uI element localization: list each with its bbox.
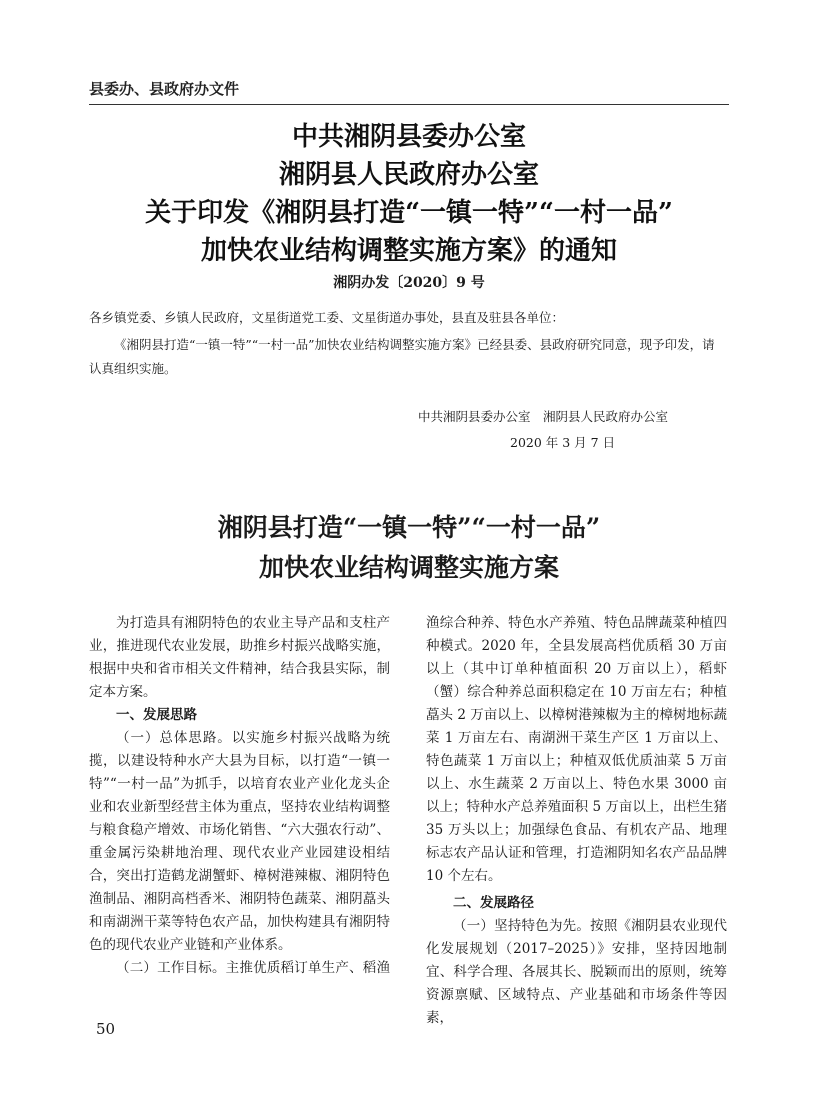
plan-intro: 为打造具有湘阴特色的农业主导产品和支柱产业，推进现代农业发展，助推乡村振兴战略实施，根据中央和省市相关文件精神，结合我县实际，制定本方案。 <box>89 615 390 700</box>
paragraph-start <box>89 957 390 980</box>
right-column <box>426 612 727 1030</box>
paragraph-continued: （二）工作目标。主推优质稻订单生产、稻渔 <box>116 960 390 976</box>
section-heading: 一、发展思路 <box>116 707 197 723</box>
notice-title-line: 关于印发《湘阴县打造“一镇一特”“一村一品” <box>145 198 673 228</box>
paragraph: （一）总体思路。以实施乡村振兴战略为统揽，以建设特种水产大县为目标，以打造“一镇一特”“一村一品”为抓手，以培育农业产业化龙头企业和农业新型经营主体为重点，坚持农业结构调整与粮食稳产增效、市场化销售、“六大强农行动”、重金属污染耕地治理、现代农业产业园建设相结合，突出打造鹤龙湖蟹虾、樟树港辣椒、湘阴特色渔制品、湘阴高档香米、湘阴特色蔬菜、湘阴藠头和南湖洲干菜等特色农产品，加快构建具有湘阴特色的现代农业产业链和产业体系。 <box>89 730 390 953</box>
page-number: 50 <box>96 1020 116 1038</box>
section-heading: 二、发展路径 <box>453 895 534 911</box>
plan-title <box>89 508 729 588</box>
paragraph-continuation <box>426 612 727 888</box>
left-column <box>89 612 390 980</box>
running-header: 县委办、县政府办文件 <box>89 80 240 98</box>
notice-title <box>89 118 729 270</box>
continued-text: 渔综合种养、特色水产养殖、特色品牌蔬菜种植四种模式。2020 年，全县发展高档优质稻 30 万亩以上（其中订单种植面积 20 万亩以上），稻虾（蟹）综合种养总面积稳定在 10 万亩左右；种植藠头 2 万亩以上、以樟树港辣椒为主的樟树地标蔬菜 1 万亩左右、南湖洲干菜生产区 1 万亩以上、特色蔬菜 1 万亩以上；种植双低优质油菜 5 万亩以上、水生蔬菜 2 万亩以上、特色水果 3000 亩以上；特种水产总养殖面积 5 万亩以上，出栏生猪 35 万头以上；加强绿色食品、有机农产品、地理标志农产品认证和管理，打造湘阴知名农产品品牌 10 个左右。 <box>426 615 727 884</box>
plan-title-line: 湘阴县打造“一镇一特”“一村一品” <box>217 513 601 542</box>
issue-date: 2020 年 3 月 7 日 <box>510 435 616 450</box>
paragraph: （一）坚持特色为先。按照《湘阴县农业现代化发展规划（2017–2025）》安排，坚持因地制宜、科学合理、各展其长、脱颖而出的原则，统筹资源禀赋、区域特点、产业基础和市场条件等因素， <box>426 918 727 1026</box>
issuing-offices: 中共湘阴县委办公室 湘阴县人民政府办公室 <box>418 409 669 424</box>
notice-title-line: 加快农业结构调整实施方案》的通知 <box>200 236 617 266</box>
notice-title-line: 湘阴县人民政府办公室 <box>278 160 539 190</box>
addressee: 各乡镇党委、乡镇人民政府，文星街道党工委、文星街道办事处，县直及驻县各单位： <box>89 310 565 325</box>
notice-body: 《湘阴县打造“一镇一特”“一村一品”加快农业结构调整实施方案》已经县委、县政府研究同意，现予印发，请认真组织实施。 <box>89 337 715 376</box>
document-number: 湘阴办发〔2020〕9 号 <box>333 275 485 291</box>
plan-title-line: 加快农业结构调整实施方案 <box>258 553 559 582</box>
header-divider <box>89 104 729 105</box>
notice-title-line: 中共湘阴县委办公室 <box>291 122 526 152</box>
